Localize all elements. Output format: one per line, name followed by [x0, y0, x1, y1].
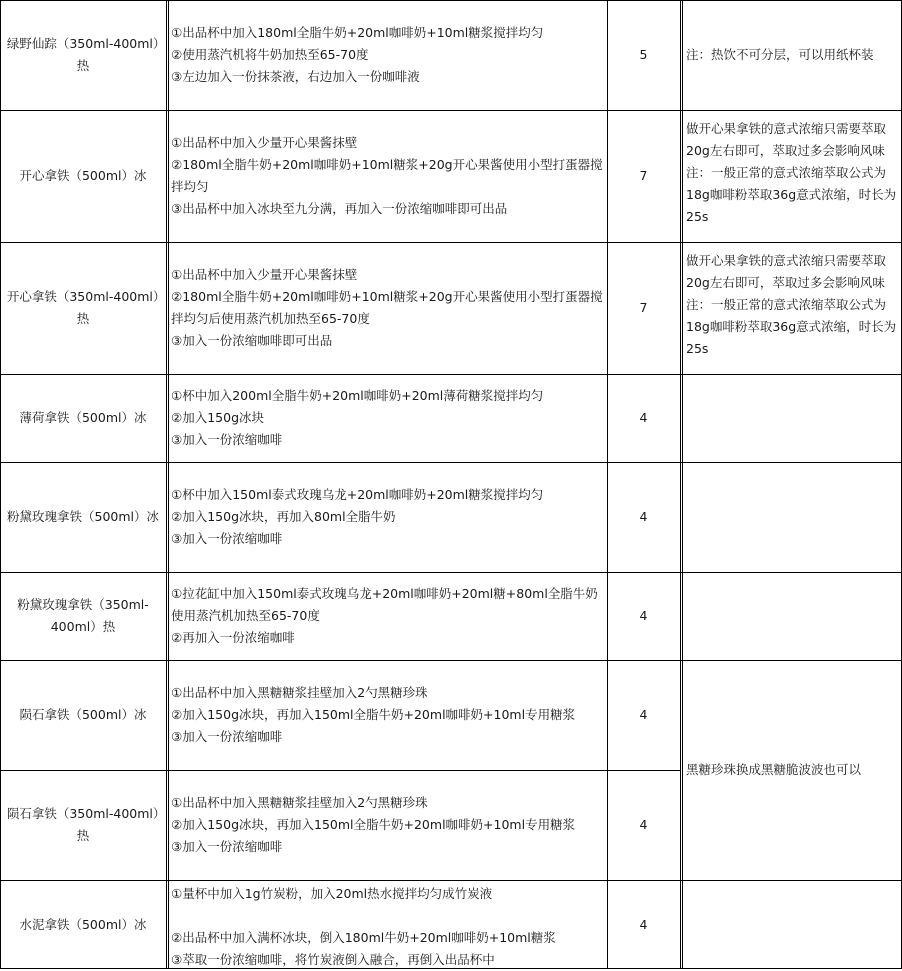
row-border — [0, 572, 902, 573]
ingredient-count — [607, 880, 680, 969]
recipe-steps-text: ①出品杯中加入少量开心果酱抹壁 ②180ml全脂牛奶+20ml咖啡奶+10ml糖浆+20g开心果酱使用小型打蛋器搅拌均匀后使用蒸汽机加热至65-70度 ③加入一份浓缩咖啡即可出品 — [171, 267, 603, 348]
drink-name — [0, 0, 166, 110]
drink-name-text: 薄荷拿铁（500ml）冰 — [19, 410, 147, 425]
remark — [682, 572, 902, 660]
merged-remark — [682, 660, 902, 880]
recipe-steps — [168, 462, 607, 572]
recipe-steps — [168, 572, 607, 660]
remark — [682, 880, 902, 969]
drink-name — [0, 462, 166, 572]
column-border — [682, 0, 683, 969]
remark — [682, 462, 902, 572]
ingredient-count — [607, 572, 680, 660]
remark-text: 做开心果拿铁的意式浓缩只需要萃取20g左右即可，萃取过多会影响风味注：一般正常的意式浓缩萃取公式为18g咖啡粉萃取36g意式浓缩，时长为25s — [686, 253, 897, 356]
ingredient-count — [607, 660, 680, 770]
recipe-steps — [168, 770, 607, 880]
drink-name-text: 粉黛玫瑰拿铁（500ml）冰 — [6, 509, 159, 524]
recipe-steps-text: ①量杯中加入1g竹炭粉，加入20ml热水搅拌均匀成竹炭液 ②出品杯中加入满杯冰块，倒入180ml牛奶+20ml咖啡奶+10ml糖浆 ③萃取一份浓缩咖啡，将竹炭液倒入融合，再倒入出品杯中 — [171, 886, 556, 967]
remark-text: 注：热饮不可分层，可以用纸杯装 — [686, 47, 874, 62]
recipe-steps — [168, 660, 607, 770]
recipe-steps-text: ①出品杯中加入少量开心果酱抹壁 ②180ml全脂牛奶+20ml咖啡奶+10ml糖浆+20g开心果酱使用小型打蛋器搅拌均匀 ③出品杯中加入冰块至九分满，再加入一份浓缩咖啡即可出品 — [171, 135, 603, 216]
ingredient-count — [607, 770, 680, 880]
ingredient-count — [607, 242, 680, 374]
recipe-steps-text: ①出品杯中加入黑糖糖浆挂壁加入2勺黑糖珍珠 ②加入150g冰块，再加入150ml全脂牛奶+20ml咖啡奶+10ml专用糖浆 ③加入一份浓缩咖啡 — [171, 795, 576, 854]
remark — [682, 242, 902, 374]
recipe-steps — [168, 374, 607, 462]
drink-name-text: 开心拿铁（500ml）冰 — [19, 168, 147, 183]
row-border — [0, 770, 680, 771]
recipe-steps-text: ①出品杯中加入180ml全脂牛奶+20ml咖啡奶+10ml糖浆搅拌均匀 ②使用蒸汽机将牛奶加热至65-70度 ③左边加入一份抹茶液，右边加入一份咖啡液 — [171, 25, 544, 84]
row-border — [0, 374, 902, 375]
drink-name — [0, 242, 166, 374]
row-border — [0, 462, 902, 463]
ingredient-count — [607, 462, 680, 572]
remark — [682, 0, 902, 110]
column-border — [607, 0, 608, 969]
recipe-steps — [168, 110, 607, 242]
drink-name-text: 绿野仙踪（350ml-400ml）热 — [6, 36, 160, 73]
recipe-steps-text: ①拉花缸中加入150ml泰式玫瑰乌龙+20ml咖啡奶+20ml糖+80ml全脂牛奶使用蒸汽机加热至65-70度 ②再加入一份浓缩咖啡 — [171, 586, 598, 645]
drink-name — [0, 660, 166, 770]
merged-remark-text: 黑糖珍珠换成黑糖脆波波也可以 — [686, 762, 862, 777]
recipe-steps-text: ①杯中加入200ml全脂牛奶+20ml咖啡奶+20ml薄荷糖浆搅拌均匀 ②加入150g冰块 ③加入一份浓缩咖啡 — [171, 388, 544, 447]
ingredient-count — [607, 110, 680, 242]
ingredient-count — [607, 374, 680, 462]
ingredient-count — [607, 0, 680, 110]
ingredient-count-text: 4 — [639, 608, 648, 623]
ingredient-count-text: 4 — [639, 817, 648, 832]
column-border — [0, 0, 1, 969]
drink-name-text: 开心拿铁（350ml-400ml）热 — [6, 289, 160, 326]
drink-name — [0, 374, 166, 462]
drink-name-text: 水泥拿铁（500ml）冰 — [19, 916, 147, 932]
ingredient-count-text: 4 — [639, 707, 648, 722]
row-border — [0, 880, 902, 881]
remark-text: 做开心果拿铁的意式浓缩只需要萃取20g左右即可，萃取过多会影响风味注：一般正常的意式浓缩萃取公式为18g咖啡粉萃取36g意式浓缩，时长为25s — [686, 121, 897, 224]
drink-name-text: 粉黛玫瑰拿铁（350ml-400ml）热 — [17, 597, 149, 634]
recipe-steps — [168, 0, 607, 110]
row-border — [0, 660, 902, 661]
row-border — [0, 242, 902, 243]
ingredient-count-text: 7 — [639, 168, 648, 183]
drink-name-text: 陨石拿铁（350ml-400ml）热 — [6, 806, 160, 843]
remark — [682, 110, 902, 242]
recipe-steps — [168, 242, 607, 374]
drink-name — [0, 770, 166, 880]
row-border — [0, 110, 902, 111]
ingredient-count-text: 4 — [639, 509, 648, 524]
ingredient-count-text: 4 — [639, 916, 648, 932]
recipe-steps-text: ①杯中加入150ml泰式玫瑰乌龙+20ml咖啡奶+20ml糖浆搅拌均匀 ②加入150g冰块，再加入80ml全脂牛奶 ③加入一份浓缩咖啡 — [171, 487, 544, 546]
drink-name — [0, 880, 166, 969]
recipe-steps — [168, 880, 607, 969]
column-border — [680, 0, 681, 969]
column-border — [168, 0, 169, 969]
drink-name-text: 陨石拿铁（500ml）冰 — [19, 707, 147, 722]
recipe-steps-text: ①出品杯中加入黑糖糖浆挂壁加入2勺黑糖珍珠 ②加入150g冰块，再加入150ml全脂牛奶+20ml咖啡奶+10ml专用糖浆 ③加入一份浓缩咖啡 — [171, 685, 576, 744]
ingredient-count-text: 7 — [639, 300, 648, 315]
remark — [682, 374, 902, 462]
drink-name — [0, 110, 166, 242]
row-border — [0, 0, 902, 1]
ingredient-count-text: 4 — [639, 410, 648, 425]
column-border — [166, 0, 167, 969]
drink-name — [0, 572, 166, 660]
ingredient-count-text: 5 — [639, 47, 648, 62]
